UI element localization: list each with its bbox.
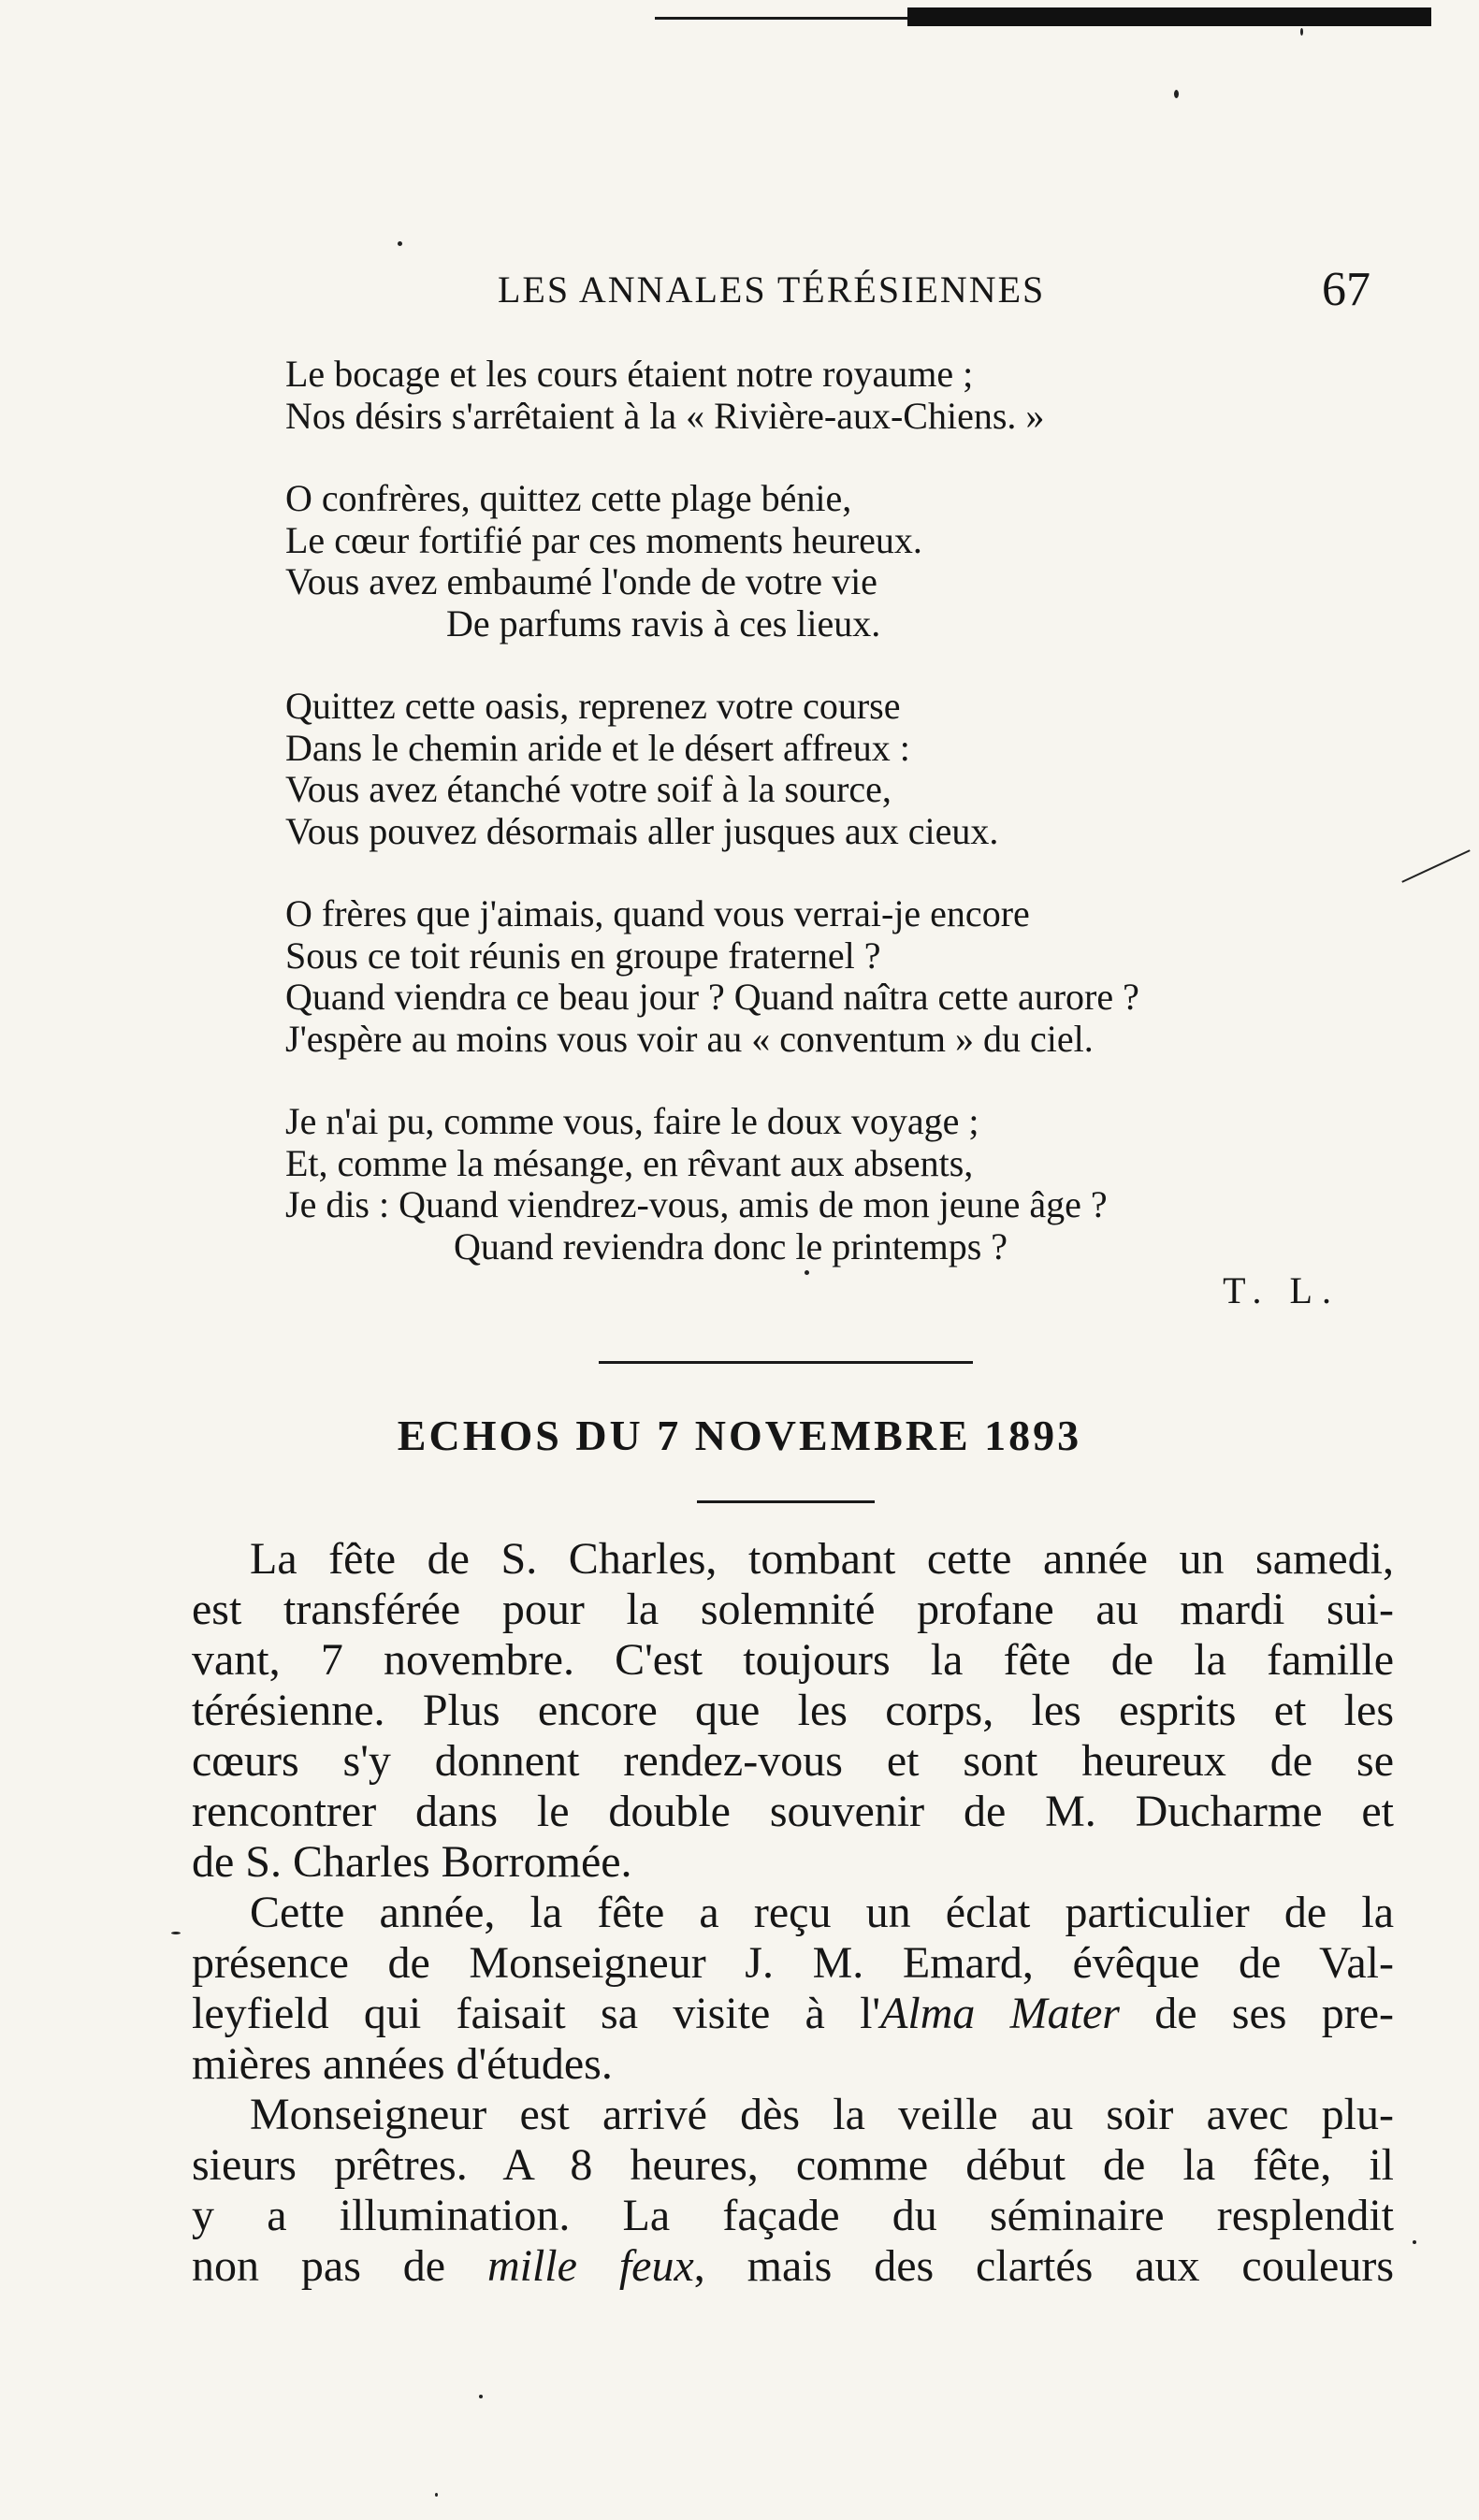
prose-fragment: non pas de	[192, 2241, 487, 2291]
poem-line: O confrères, quittez cette plage bénie,	[285, 477, 852, 519]
speck	[805, 1270, 809, 1275]
page-number: 67	[1322, 263, 1370, 316]
prose-line: présence de Monseigneur J. M. Emard, évêque de Val-	[192, 1938, 1394, 1988]
poem-stanza-5	[285, 1101, 1361, 1267]
prose-line: térésienne. Plus encore que les corps, les esprits et les	[192, 1686, 1394, 1735]
header-title: LES ANNALES TÉRÉSIENNES	[498, 268, 1046, 311]
prose-fragment: leyfield qui faisait sa visite à l'	[192, 1989, 881, 2038]
poem-stanza-4	[285, 893, 1361, 1060]
speck	[479, 2395, 483, 2398]
prose-line	[192, 2241, 1394, 2292]
poem-line: Vous pouvez désormais aller jusques aux cieux.	[285, 809, 999, 852]
margin-stroke	[1401, 849, 1470, 883]
speck	[171, 1932, 181, 1934]
prose-line: cœurs s'y donnent rendez-vous et sont heureux de se	[192, 1736, 1394, 1786]
speck	[398, 241, 402, 246]
speck	[1300, 28, 1303, 36]
poem-line: De parfums ravis à ces lieux.	[446, 601, 881, 644]
prose-line: rencontrer dans le double souvenir de M. Ducharme et	[192, 1787, 1394, 1836]
section-rule-top	[599, 1361, 973, 1364]
speck	[1413, 2240, 1416, 2244]
poem-line: Je dis : Quand viendrez-vous, amis de mon jeune âge ?	[285, 1183, 1108, 1225]
prose-fragment: , mais des clartés aux couleurs	[693, 2241, 1394, 2291]
prose-line	[192, 1989, 1394, 2039]
prose-line: est transférée pour la solemnité profane au mardi sui-	[192, 1585, 1394, 1634]
poem-stanza-2	[285, 478, 1361, 644]
prose-line: Cette année, la fête a reçu un éclat particulier de la	[250, 1888, 1394, 1937]
poem-line: Quand viendra ce beau jour ? Quand naîtra cette aurore ?	[285, 976, 1139, 1018]
poem-line: Le cœur fortifié par ces moments heureux.	[285, 518, 922, 561]
prose-line: Monseigneur est arrivé dès la veille au soir avec plu-	[250, 2090, 1394, 2139]
poem-line: Sous ce toit réunis en groupe fraternel ?	[285, 934, 881, 977]
prose-body	[192, 1534, 1394, 2292]
top-rule	[655, 7, 1431, 21]
poem-line: Nos désirs s'arrêtaient à la « Rivière-aux-Chiens. »	[285, 394, 1045, 437]
poem-line: Quittez cette oasis, reprenez votre course	[285, 685, 901, 727]
prose-line: mières années d'études.	[192, 2039, 613, 2089]
poem-line: Et, comme la mésange, en rêvant aux absents,	[285, 1141, 974, 1184]
prose-line: vant, 7 novembre. C'est toujours la fête de la famille	[192, 1635, 1394, 1685]
running-header	[0, 262, 1479, 318]
poem-stanza-1	[285, 354, 1361, 437]
poem-line: Le bocage et les cours étaient notre royaume ;	[285, 353, 974, 395]
alma-mater-italic: Alma Mater	[880, 1989, 1120, 2038]
poem-signature: T. L.	[1223, 1269, 1341, 1311]
poem-line: Vous avez embaumé l'onde de votre vie	[285, 560, 877, 602]
poem-line: Je n'ai pu, comme vous, faire le doux voyage ;	[285, 1100, 979, 1142]
mille-feux-italic: mille feux	[486, 2241, 694, 2291]
prose-line: y a illumination. La façade du séminaire resplendit	[192, 2191, 1394, 2240]
poem-stanza-3	[285, 686, 1361, 852]
speck	[435, 2493, 438, 2497]
poem-line: Quand reviendra donc le printemps ?	[454, 1224, 1008, 1267]
poem-line: J'espère au moins vous voir au « conventum » du ciel.	[285, 1017, 1094, 1060]
section-rule-bottom	[697, 1500, 875, 1503]
section-title: ECHOS DU 7 NOVEMBRE 1893	[397, 1412, 1082, 1459]
poem-line: O frères que j'aimais, quand vous verrai-je encore	[285, 892, 1030, 934]
prose-fragment: de ses pre-	[1119, 1989, 1395, 2038]
poem	[285, 354, 1361, 1309]
speck	[1174, 90, 1179, 98]
top-rule-thick	[907, 7, 1431, 26]
poem-line: Vous avez étanché votre soif à la source,	[285, 768, 892, 810]
prose-line: de S. Charles Borromée.	[192, 1837, 632, 1887]
poem-line: Dans le chemin aride et le désert affreux :	[285, 726, 910, 769]
prose-line: La fête de S. Charles, tombant cette année un samedi,	[250, 1534, 1394, 1584]
prose-line: sieurs prêtres. A 8 heures, comme début de la fête, il	[192, 2140, 1394, 2190]
